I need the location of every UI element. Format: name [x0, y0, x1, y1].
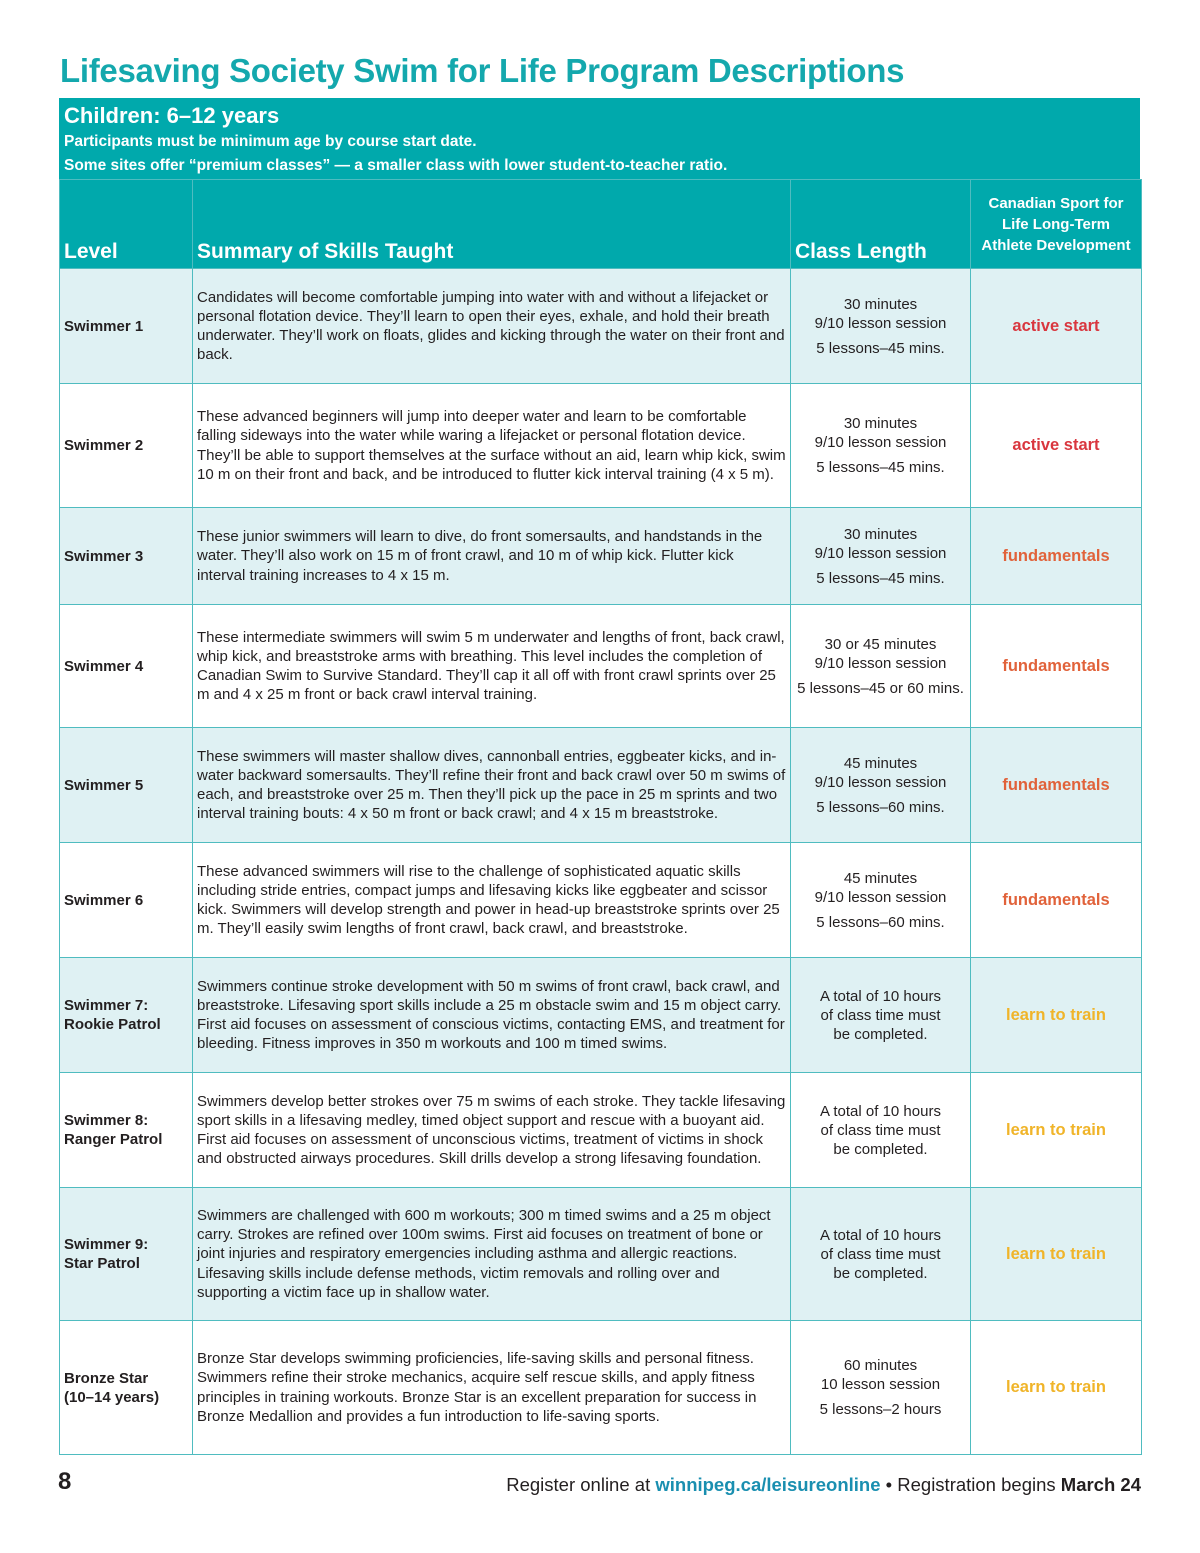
level-name: Swimmer 7:: [64, 997, 149, 1014]
skills-summary-cell: Swimmers are challenged with 600 m workouts; 300 m timed swims and a 25 m object carry. Strokes are refined over 100m swims. First aid focuses on treatment of bone or joint injuries and respiratory emergencies including asthma and allergic reactions. Lifesaving skills include defense methods, victim removals and rolling over and supporting a victim face up in shallow water.: [193, 1188, 791, 1321]
class-length-cell: [791, 843, 971, 958]
ltad-stage-cell: [971, 508, 1142, 605]
class-time-requirement-line: A total of 10 hours: [820, 1226, 941, 1244]
registration-date: March 24: [1060, 1474, 1141, 1495]
premium-classes-note: Some sites offer “premium classes” — a smaller class with lower student-to-teacher ratio.: [64, 157, 728, 174]
summary-column-header: Summary of Skills Taught: [193, 180, 791, 269]
ltad-stage-cell: [971, 1073, 1142, 1188]
session-length: 9/10 lesson session: [814, 654, 947, 672]
level-name: Swimmer 6: [64, 891, 144, 909]
class-duration: 30 minutes: [843, 415, 918, 432]
level-name: Swimmer 2: [64, 437, 144, 454]
table-row: [60, 843, 1142, 958]
level-subtitle: Rookie Patrol: [64, 1016, 161, 1033]
table-row: [60, 728, 1142, 843]
class-time-requirement-line: be completed.: [833, 1264, 928, 1282]
level-subtitle: Star Patrol: [64, 1255, 140, 1272]
level-cell: [60, 1073, 193, 1188]
skills-summary-cell: These intermediate swimmers will swim 5 m underwater and lengths of front, back crawl, whip kick, and breaststroke arms with breathing. This level includes the completion of Canadian Swim to Survive Standard. They’ll cap it all off with front crawl sprints over 25 m and 4 x 25 m front or back crawl interval training.: [193, 605, 791, 728]
class-length-cell: [791, 384, 971, 508]
level-name: Swimmer 3: [64, 547, 144, 565]
ltad-stage-label: active start: [1012, 436, 1100, 454]
level-cell: [60, 843, 193, 958]
ltad-stage-label: learn to train: [1006, 1378, 1106, 1396]
age-group-banner: [59, 98, 1140, 179]
table-header-row: [60, 180, 1142, 269]
short-session-length: 5 lessons–60 mins.: [816, 798, 945, 816]
minimum-age-note: Participants must be minimum age by course start date.: [64, 133, 477, 150]
class-time-requirement-line: of class time must: [820, 1006, 941, 1024]
ltad-stage-cell: [971, 1188, 1142, 1321]
level-name: Swimmer 9:: [64, 1236, 149, 1253]
program-table: [59, 179, 1142, 1455]
session-length: 9/10 lesson session: [814, 314, 947, 332]
level-cell: [60, 384, 193, 508]
class-length-cell: [791, 958, 971, 1073]
short-session-length: 5 lessons–2 hours: [819, 1401, 942, 1418]
class-time-requirement-line: of class time must: [820, 1121, 941, 1139]
class-time-requirement-line: of class time must: [820, 1245, 941, 1263]
skills-summary-cell: Swimmers develop better strokes over 75 m swims of each stroke. They tackle lifesaving sport skills in a lifesaving medley, timed object support and rescue with a buoyant aid. First aid focuses on assessment of unconscious victims, treatment of victims in shock and obstructed airways procedures. Skill drills develop a strong lifesaving foundation.: [193, 1073, 791, 1188]
session-length: 9/10 lesson session: [814, 888, 947, 906]
session-length: 9/10 lesson session: [814, 773, 947, 791]
class-duration: 30 minutes: [843, 525, 918, 543]
class-length-column-header: Class Length: [791, 180, 971, 269]
level-cell: [60, 728, 193, 843]
class-time-requirement-line: be completed.: [833, 1140, 928, 1158]
ltad-stage-label: fundamentals: [1002, 546, 1110, 565]
class-duration: 30 minutes: [843, 295, 918, 313]
ltad-stage-label: active start: [1012, 316, 1100, 335]
level-cell: [60, 508, 193, 605]
class-length-cell: [791, 1073, 971, 1188]
ltad-stage-label: learn to train: [1006, 1120, 1106, 1139]
class-duration: 45 minutes: [843, 869, 918, 887]
short-session-length: 5 lessons–45 or 60 mins.: [797, 679, 964, 697]
table-row: [60, 508, 1142, 605]
short-session-length: 5 lessons–45 mins.: [816, 569, 945, 587]
short-session-length: 5 lessons–45 mins.: [816, 459, 945, 476]
table-row: [60, 958, 1142, 1073]
skills-summary-cell: These swimmers will master shallow dives, cannonball entries, eggbeater kicks, and in-water backward somersaults. They’ll refine their front and back crawl over 50 m swims of each, and breaststroke over 25 m. Then they’ll pick up the pace in 25 m sprints and two interval training bouts: 4 x 50 m front or back crawl; and 4 x 15 m breaststroke.: [193, 728, 791, 843]
table-row: [60, 384, 1142, 508]
class-time-requirement-line: be completed.: [833, 1025, 928, 1043]
skills-summary-cell: These junior swimmers will learn to dive, do front somersaults, and handstands in the water. They’ll also work on 15 m of front crawl, and 10 m of whip kick. Flutter kick interval training increases to 4 x 15 m.: [193, 508, 791, 605]
class-time-requirement-line: A total of 10 hours: [820, 1102, 941, 1120]
level-name: Swimmer 8:: [64, 1112, 149, 1129]
level-cell: [60, 958, 193, 1073]
level-subtitle: (10–14 years): [64, 1388, 160, 1406]
register-prefix: Register online at: [506, 1474, 656, 1495]
skills-summary-cell: Swimmers continue stroke development with 50 m swims of front crawl, back crawl, and breaststroke. Lifesaving sport skills include a 25 m obstacle swim and 15 m object carry. First aid focuses on assessment of conscious victims, contacting EMS, and treatment for bleeding. Fitness improves in 350 m workouts and 100 m timed swims.: [193, 958, 791, 1073]
class-length-cell: [791, 508, 971, 605]
class-length-cell: [791, 605, 971, 728]
ltad-stage-cell: [971, 728, 1142, 843]
page-number: 8: [58, 1468, 72, 1495]
ltad-stage-label: fundamentals: [1002, 656, 1110, 675]
short-session-length: 5 lessons–60 mins.: [816, 913, 945, 931]
ltad-stage-label: learn to train: [1006, 1005, 1106, 1024]
ltad-stage-cell: [971, 269, 1142, 384]
level-cell: [60, 1188, 193, 1321]
skills-summary-cell: These advanced beginners will jump into deeper water and learn to be comfortable falling sideways into the water while waring a lifejacket or personal flotation device. They’ll be able to support themselves at the surface without an aid, learn whip kick, swim 10 m on their front and back, and be introduced to flutter kick interval training (4 x 5 m).: [193, 384, 791, 508]
table-row: [60, 1073, 1142, 1188]
level-cell: [60, 1321, 193, 1455]
class-duration: 30 or 45 minutes: [824, 635, 937, 653]
level-cell: [60, 269, 193, 384]
level-column-header: Level: [60, 180, 193, 269]
ltad-stage-cell: [971, 958, 1142, 1073]
class-duration: 60 minutes: [843, 1357, 918, 1374]
age-group-title: Children: 6–12 years: [64, 103, 280, 128]
class-length-cell: [791, 269, 971, 384]
class-length-cell: [791, 1321, 971, 1455]
level-name: Swimmer 4: [64, 657, 144, 675]
level-name: Swimmer 1: [64, 317, 144, 335]
level-name: Swimmer 5: [64, 776, 144, 794]
registration-separator: • Registration begins: [880, 1474, 1061, 1495]
table-row: [60, 1321, 1142, 1455]
ltad-stage-label: fundamentals: [1002, 775, 1110, 794]
class-time-requirement-line: A total of 10 hours: [820, 987, 941, 1005]
short-session-length: 5 lessons–45 mins.: [816, 339, 945, 357]
ltad-stage-cell: [971, 1321, 1142, 1455]
skills-summary-cell: These advanced swimmers will rise to the challenge of sophisticated aquatic skills including stride entries, compact jumps and lifesaving kicks like eggbeater and scissor kick. Swimmers will develop strength and power in head-up breaststroke sprints over 25 m. They’ll easily swim lengths of front crawl, back crawl, and breaststroke.: [193, 843, 791, 958]
skills-summary-cell: Candidates will become comfortable jumping into water with and without a lifejacket or personal flotation device. They’ll learn to open their eyes, exhale, and hold their breath underwater. They’ll work on floats, glides and kicking through the water on their front and back.: [193, 269, 791, 384]
registration-link[interactable]: winnipeg.ca/leisureonline: [655, 1474, 881, 1495]
ltad-stage-cell: [971, 384, 1142, 508]
ltad-column-header: Canadian Sport for Life Long-Term Athlete Development: [971, 180, 1142, 269]
ltad-stage-label: fundamentals: [1002, 890, 1110, 909]
session-length: 10 lesson session: [820, 1376, 941, 1393]
session-length: 9/10 lesson session: [814, 544, 947, 562]
ltad-stage-label: learn to train: [1006, 1244, 1106, 1263]
registration-footer: [506, 1474, 1141, 1496]
ltad-stage-cell: [971, 605, 1142, 728]
class-length-cell: [791, 728, 971, 843]
skills-summary-cell: Bronze Star develops swimming proficiencies, life-saving skills and personal fitness. Swimmers refine their stroke mechanics, acquire self rescue skills, and apply fitness principles in training workouts. Bronze Star is an excellent preparation for success in Bronze Medallion and provides a fun introduction to life-saving sports.: [193, 1321, 791, 1455]
level-cell: [60, 605, 193, 728]
table-row: [60, 605, 1142, 728]
class-length-cell: [791, 1188, 971, 1321]
table-row: [60, 1188, 1142, 1321]
session-length: 9/10 lesson session: [814, 434, 947, 451]
level-name: Bronze Star: [64, 1369, 149, 1387]
table-row: [60, 269, 1142, 384]
page-title: Lifesaving Society Swim for Life Program Descriptions: [60, 52, 905, 89]
ltad-stage-cell: [971, 843, 1142, 958]
level-subtitle: Ranger Patrol: [64, 1131, 163, 1148]
class-duration: 45 minutes: [843, 754, 918, 772]
